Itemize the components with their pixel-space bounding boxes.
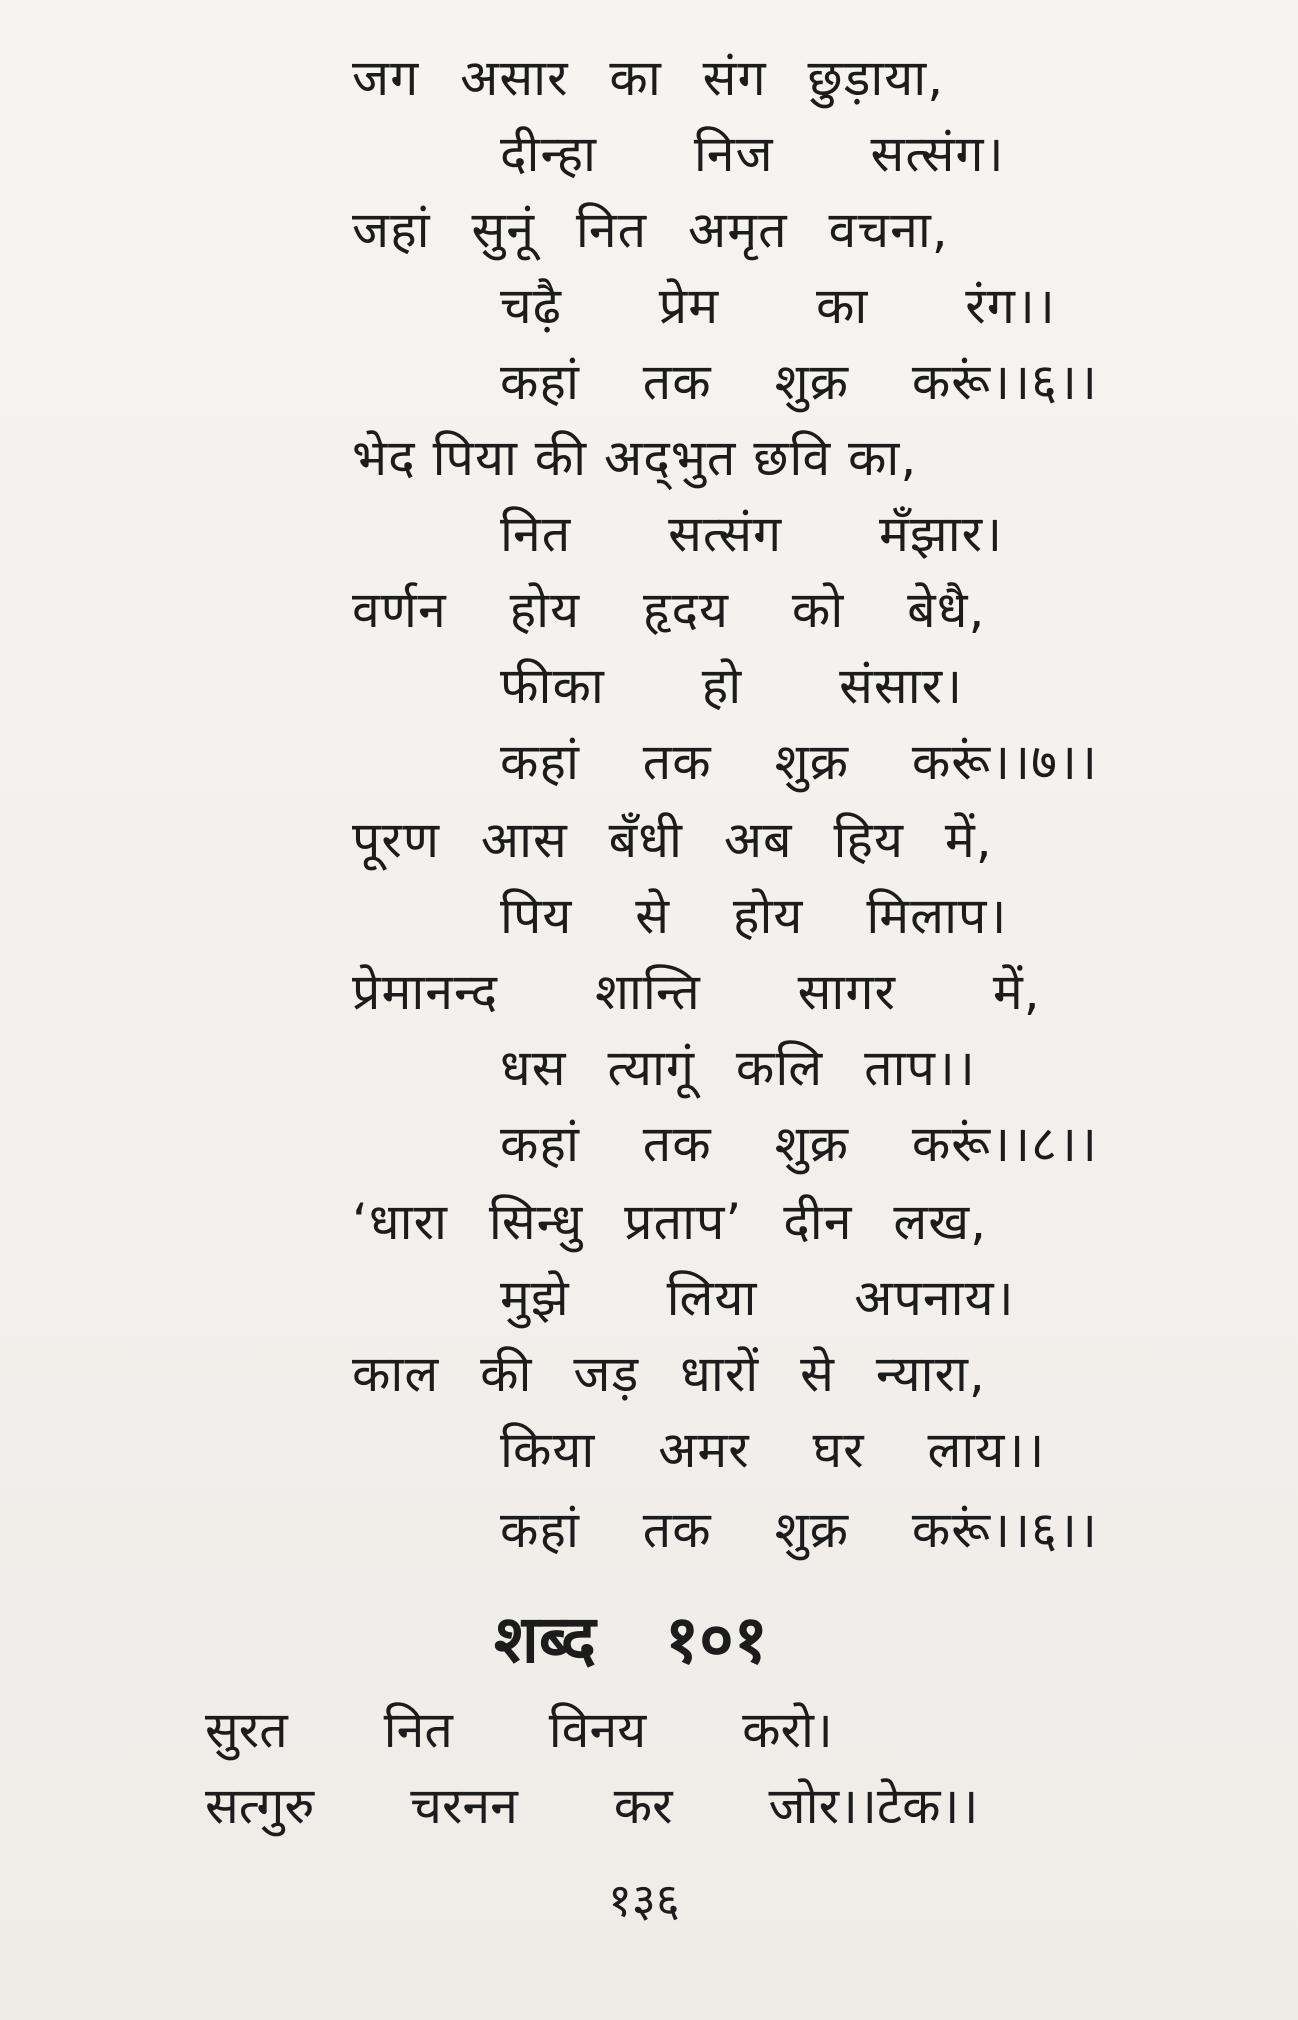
verse-line: धस त्यागूं कलि ताप।। [500,1039,976,1097]
tek-line: सुरत नित विनय करो। [205,1701,833,1759]
shabd-heading: शब्द १०१ [494,1601,768,1678]
refrain-line: कहां तक शुक्र करूं।।६।। [500,353,1098,411]
verse-line: चढ़ै प्रेम का रंग।। [500,277,1056,335]
page-number: १३६ [608,1873,680,1927]
verse-line: काल की जड़ धारों से न्यारा, [352,1345,986,1403]
verse-line: जग असार का संग छुड़ाया, [352,49,945,107]
verse-line: भेद पिया की अद्‌भुत छवि का, [352,429,918,487]
verse-line: वर्णन होय हृदय को बेधै, [352,581,986,639]
refrain-line: कहां तक शुक्र करूं।।६।। [500,1501,1098,1559]
verse-line: फीका हो संसार। [500,657,964,715]
verse-line: मुझे लिया अपनाय। [500,1269,1015,1327]
verse-line: पूरण आस बँधी अब हिय में, [352,811,993,869]
refrain-line: कहां तक शुक्र करूं।।७।। [500,733,1098,791]
verse-line: नित सत्संग मँझार। [500,505,1004,563]
verse-line: पिय से होय मिलाप। [500,887,1008,945]
verse-line: जहां सुनूं नित अमृत वचना, [352,201,949,259]
verse-line: प्रेमानन्द शान्ति सागर में, [352,963,1041,1021]
verse-line: ‘धारा सिन्धु प्रताप’ दीन लख, [352,1193,988,1251]
refrain-line: कहां तक शुक्र करूं।।८।। [500,1115,1098,1173]
tek-line: सत्गुरु चरनन कर जोर।।टेक।। [205,1777,979,1835]
verse-line: किया अमर घर लाय।। [500,1421,1046,1479]
verse-line: दीन्हा निज सत्संग। [500,125,1005,183]
